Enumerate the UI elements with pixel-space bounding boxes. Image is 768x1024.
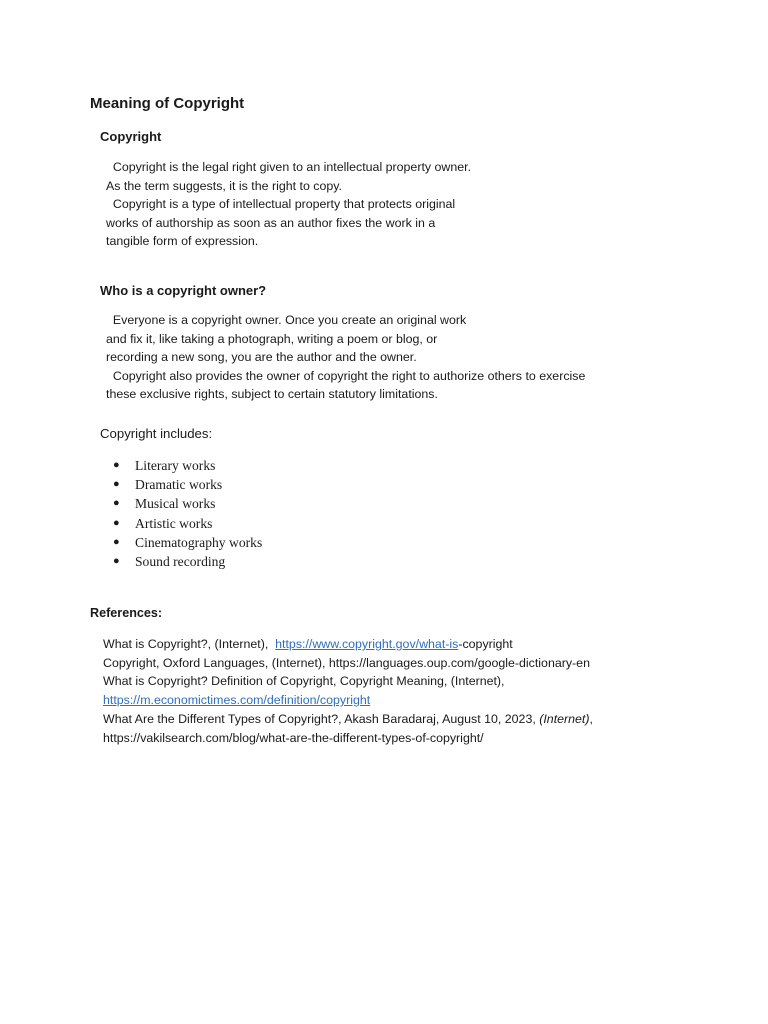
reference-italic-text: (Internet) [539, 711, 590, 726]
paragraph-line: tangible form of expression. [106, 234, 259, 249]
list-item [110, 533, 262, 552]
list-item [110, 456, 262, 475]
references-label: References: [90, 606, 163, 620]
references-list [103, 635, 593, 747]
paragraph-line: works of authorship as soon as an author fixes the work in a [106, 215, 436, 230]
list-item [110, 494, 262, 513]
includes-label: Copyright includes: [100, 426, 213, 441]
reference-item [103, 672, 593, 691]
reference-link[interactable]: https://m.economictimes.com/definition/copyright [103, 693, 371, 708]
reference-item [103, 691, 593, 710]
list-item-label: Sound recording [135, 553, 226, 569]
section-heading-owner: Who is a copyright owner? [100, 283, 267, 298]
reference-item [103, 729, 593, 748]
list-item [110, 552, 262, 571]
bullet-icon: ● [113, 459, 120, 471]
bullet-icon: ● [113, 478, 120, 491]
reference-item [103, 635, 593, 654]
paragraph-line: recording a new song, you are the author and the owner. [106, 350, 417, 365]
paragraph-line: As the term suggests, it is the right to copy. [106, 178, 342, 193]
section-heading-copyright: Copyright [100, 129, 162, 144]
paragraph-line: these exclusive rights, subject to certain statutory limitations. [106, 387, 438, 402]
reference-text: What is Copyright?, (Internet), [103, 637, 276, 651]
page-title: Meaning of Copyright [90, 95, 245, 112]
paragraph-line: Everyone is a copyright owner. Once you create an original work [106, 313, 467, 327]
list-item-label: Dramatic works [135, 477, 223, 493]
reference-text: Copyright, Oxford Languages, (Internet), https://languages.oup.com/google-dictionary-en [103, 655, 590, 670]
paragraph-line: Copyright is the legal right given to an intellectual property owner. [106, 160, 472, 174]
list-item-label: Cinematography works [135, 534, 263, 550]
reference-text: , [589, 711, 593, 726]
bullet-icon: ● [113, 516, 120, 529]
reference-link[interactable]: https://www.copyright.gov/what-is [275, 637, 459, 651]
list-item-label: Artistic works [135, 515, 213, 531]
bullet-icon: ● [113, 535, 120, 548]
reference-text: What Are the Different Types of Copyright?, Akash Baradaraj, August 10, 2023, [103, 711, 540, 726]
reference-text: -copyright [458, 637, 513, 651]
paragraph-line: Copyright is a type of intellectual property that protects original [106, 197, 456, 212]
list-item-label: Musical works [135, 496, 216, 512]
reference-text: What is Copyright? Definition of Copyright, Copyright Meaning, (Internet), [103, 674, 505, 689]
paragraph-line: Copyright also provides the owner of copyright the right to authorize others to exercise [106, 368, 586, 383]
copyright-definition-paragraph [106, 158, 471, 251]
reference-item [103, 654, 593, 673]
list-item [110, 475, 262, 494]
paragraph-line: and fix it, like taking a photograph, writing a poem or blog, or [106, 331, 438, 346]
bullet-icon: ● [113, 554, 120, 567]
reference-item [103, 710, 593, 729]
list-item-label: Literary works [135, 458, 216, 473]
works-list [110, 456, 262, 571]
list-item [110, 514, 262, 533]
copyright-owner-paragraph [106, 311, 585, 404]
bullet-icon: ● [113, 497, 120, 510]
reference-text: https://vakilsearch.com/blog/what-are-the-different-types-of-copyright/ [103, 730, 484, 745]
